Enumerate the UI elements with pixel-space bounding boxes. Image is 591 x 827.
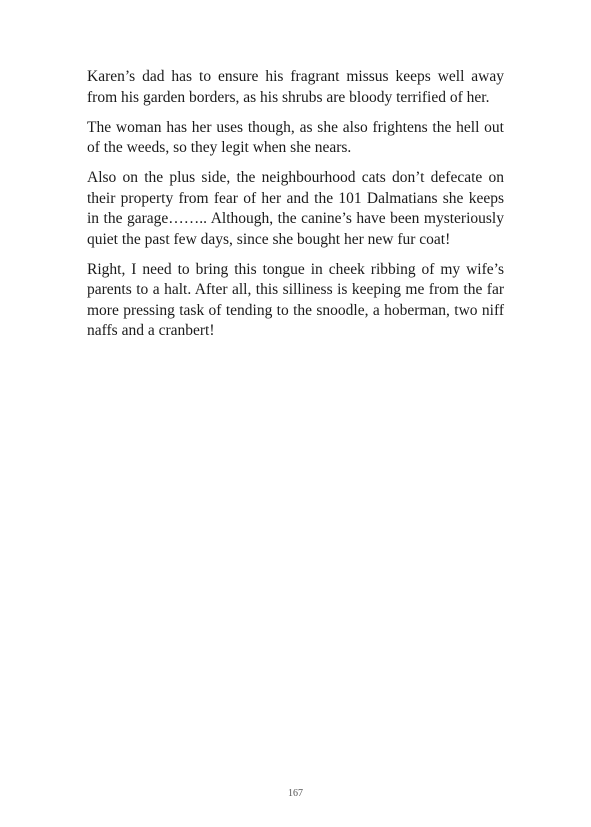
paragraph-4: Right, I need to bring this tongue in cheek ribbing of my wife’s parents to a halt. After all, this silliness is keeping me from the far more pressing task of tending to the snoodle, a hoberman, two niff naffs and a cranbert! (87, 260, 504, 339)
paragraph-1: Karen’s dad has to ensure his fragrant missus keeps well away from his garden borders, as his shrubs are bloody terrified of her. (87, 68, 504, 106)
paragraph-3: Also on the plus side, the neighbourhood cats don’t defecate on their property from fear of her and the 101 Dalmatians she keeps in the garage…….. Although, the canine’s have been mysteriously quiet the past few days, since she bought her new fur coat! (87, 169, 504, 248)
page-number: 167 (288, 788, 303, 799)
paragraph-2: The woman has her uses though, as she also frightens the hell out of the weeds, so they legit when she nears. (87, 118, 504, 156)
body-text (87, 67, 504, 351)
